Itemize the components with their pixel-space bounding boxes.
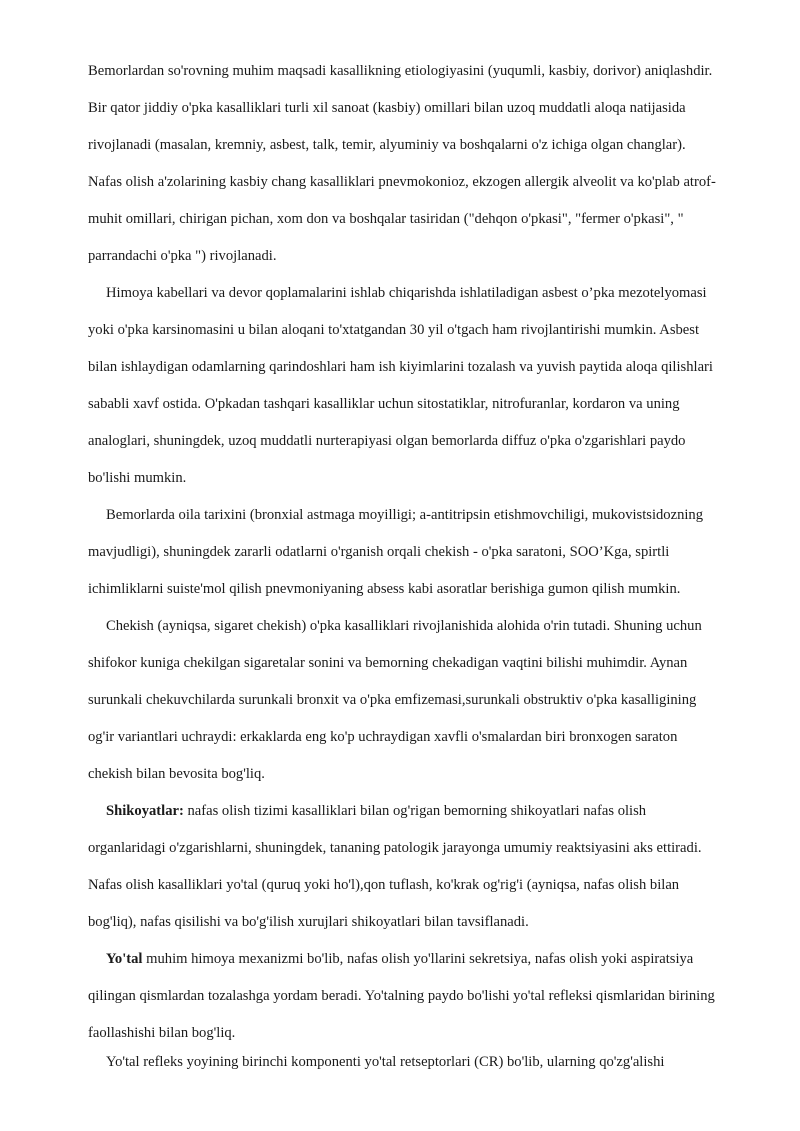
paragraph-text: Chekish (ayniqsa, sigaret chekish) o'pka kasalliklari rivojlanishida alohida o'rin tutadi. Shuning uchun shifokor kuniga chekilgan sigaretalar sonini va bemorning chekadigan vaqtini bilishi muhimdir. Aynan surunkali chekuvchilarda surunkali bronxit va o'pka emfizemasi,surunkali obstruktiv o'pka kasalligining og'ir variantlari uchraydi: erkaklarda eng ko'p uchraydigan xavfli o'smalardan biri bronxogen saraton chekish bilan bevosita bog'liq. [88,618,702,782]
paragraph-complaints [88,793,720,941]
paragraph-text: Himoya kabellari va devor qoplamalarini ishlab chiqarishda ishlatiladigan asbest o’pka mezotelyomasi yoki o'pka karsinomasini u bilan aloqani to'xtatgandan 30 yil o'tgach ham rivojlantirishi mumkin. Asbest bilan ishlaydigan odamlarning qarindoshlari ham ish kiyimlarini tozalash va yuvish paytida aloqa qilishlari sababli xavf ostida. O'pkadan tashqari kasalliklar uchun sitostatiklar, nitrofuranlar, kordaron va uning analoglari, shuningdek, uzoq muddatli nurterapiyasi olgan bemorlarda diffuz o'pka o'zgarishlari paydo bo'lishi mumkin. [88,285,713,486]
paragraph-family-history [88,497,720,608]
paragraph-asbestos [88,275,720,497]
paragraph-smoking [88,608,720,793]
complaints-heading: Shikoyatlar: [106,803,184,819]
paragraph-text: Bemorlardan so'rovning muhim maqsadi kasallikning etiologiyasini (yuqumli, kasbiy, dorivor) aniqlashdir. Bir qator jiddiy o'pka kasalliklari turli xil sanoat (kasbiy) omillari bilan uzoq muddatli aloqa natijasida rivojlanadi (masalan, kremniy, asbest, talk, temir, alyuminiy va boshqalarni o'z ichiga olgan changlar). Nafas olish a'zolarining kasbiy chang kasalliklari pnevmokonioz, ekzogen allergik alveolit va ko'plab atrof-muhit omillari, chirigan pichan, xom don va boshqalar tasiridan ("dehqon o'pkasi", "fermer o'pkasi", " parrandachi o'pka ") rivojlanadi. [88,63,716,264]
paragraph-cough-reflex [88,1044,720,1081]
paragraph-text: nafas olish tizimi kasalliklari bilan og'rigan bemorning shikoyatlari nafas olish organlaridagi o'zgarishlarni, shuningdek, tananing patologik jarayonga umumiy reaktsiyasini aks ettiradi. Nafas olish kasalliklari yo'tal (quruq yoki ho'l),qon tuflash, ko'krak og'rig'i (ayniqsa, nafas olish bilan bog'liq), nafas qisilishi va bo'g'ilish xurujlari shikoyatlari bilan tavsiflanadi. [88,803,702,930]
paragraph-text: muhim himoya mexanizmi bo'lib, nafas olish yo'llarini sekretsiya, nafas olish yoki aspiratsiya qilingan qismlardan tozalashga yordam beradi. Yo'talning paydo bo'lishi yo'tal refleksi qismlaridan birining faollashishi bilan bog'liq. [88,951,715,1041]
paragraph-etiology [88,53,720,275]
paragraph-text: Yo'tal refleks yoyining birinchi komponenti yo'tal retseptorlari (CR) bo'lib, ularning qo'zg'alishi [106,1054,665,1070]
document-body [88,53,720,1081]
paragraph-cough [88,941,720,1052]
paragraph-text: Bemorlarda oila tarixini (bronxial astmaga moyilligi; a-antitripsin etishmovchiligi, mukovistsidozning mavjudligi), shuningdek zararli odatlarni o'rganish orqali chekish - o'pka saratoni, SOO’Kga, spirtli ichimliklarni suiste'mol qilish pnevmoniyaning absess kabi asoratlar berishiga gumon qilish mumkin. [88,507,704,597]
cough-heading: Yo'tal [106,951,143,967]
